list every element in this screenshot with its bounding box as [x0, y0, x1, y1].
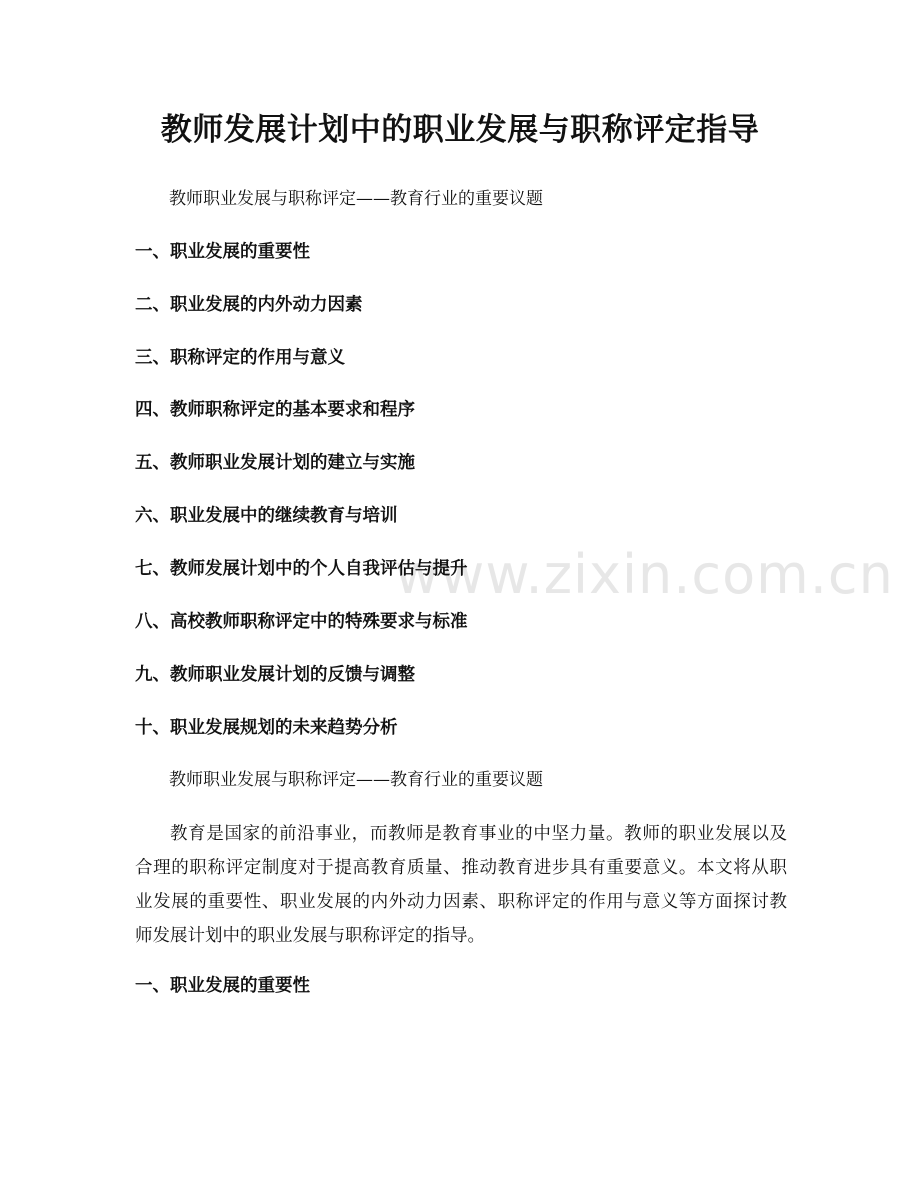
toc-item: 三、职称评定的作用与意义 [135, 348, 345, 368]
toc-item: 五、教师职业发展计划的建立与实施 [135, 453, 415, 473]
watermark: www.zixin.com.cn [395, 543, 894, 606]
intro-line: 教育是国家的前沿事业，而教师是教育事业的中坚力量。教师的职业发展以及 [170, 824, 787, 844]
toc-item: 六、职业发展中的继续教育与培训 [135, 506, 398, 526]
section-heading: 一、职业发展的重要性 [135, 976, 310, 996]
intro-paragraph [135, 817, 787, 953]
document-subtitle-repeat: 教师职业发展与职称评定——教育行业的重要议题 [169, 770, 543, 790]
document-title: 教师发展计划中的职业发展与职称评定指导 [160, 112, 760, 148]
toc-item: 八、高校教师职称评定中的特殊要求与标准 [135, 612, 468, 632]
toc-item: 四、教师职称评定的基本要求和程序 [135, 400, 415, 420]
intro-line: 师发展计划中的职业发展与职称评定的指导。 [135, 926, 485, 946]
toc-item: 七、教师发展计划中的个人自我评估与提升 [135, 559, 468, 579]
toc-item: 一、职业发展的重要性 [135, 242, 310, 262]
toc-item: 二、职业发展的内外动力因素 [135, 295, 363, 315]
document-subtitle: 教师职业发展与职称评定——教育行业的重要议题 [169, 189, 543, 209]
intro-line: 业发展的重要性、职业发展的内外动力因素、职称评定的作用与意义等方面探讨教 [135, 892, 787, 912]
intro-line: 合理的职称评定制度对于提高教育质量、推动教育进步具有重要意义。本文将从职 [135, 858, 787, 878]
toc-item: 十、职业发展规划的未来趋势分析 [135, 718, 398, 738]
toc-item: 九、教师职业发展计划的反馈与调整 [135, 665, 415, 685]
